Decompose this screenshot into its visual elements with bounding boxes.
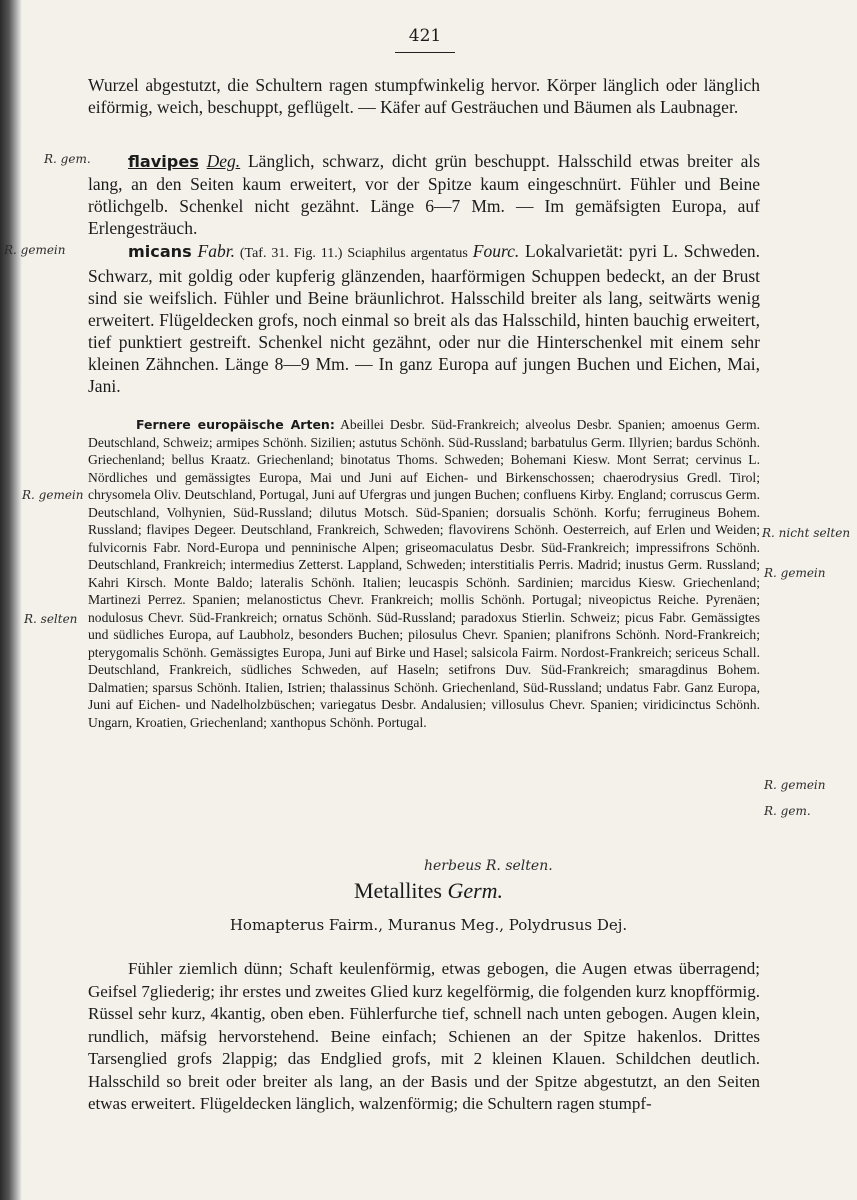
genus-author: Germ. — [447, 878, 504, 903]
species-description: Lokalvarietät: pyri L. Schweden. Schwarz, mit goldig oder kupferig glänzenden, haarförmigen Schuppen bedeckt, an der Brust sind sie weifslich. Fühler und Beine bräunlichrot. Halsschild breiter als lang, seitwärts wenig erweitert. Flügeldecken grofs, noch einmal so breit als das Halsschild, hinten bauchig erweitert, tief punktiert gestreift. Schenkel nicht gezähnt, oder nur die Hinterschenkel mit einem sehr kleinen Zähnchen. Länge 8—9 Mm. — In ganz Europa auf jungen Buchen und Eichen, Mai, Jani. — [88, 241, 761, 396]
genus-synonyms: Homapterus Fairm., Muranus Meg., Polydrusus Dej. — [229, 916, 628, 934]
book-spine-shadow — [0, 0, 22, 1200]
handwritten-note: herbeus R. selten. — [424, 858, 553, 874]
handwritten-note: R. gem. — [44, 152, 91, 166]
page-number-rule — [395, 52, 455, 53]
figure-author: Fourc. — [472, 241, 520, 261]
genus-description-text: Fühler ziemlich dünn; Schaft keulenförmig, etwas gebogen, die Augen etwas überragend; Geifsel 7gliederig; ihr erstes und zweites Glied kurz kegelförmig, die folgenden kurz knopfförmig. Rüssel sehr kurz, 4kantig, oben eben. Fühlerfurche tief, schnell nach unten gebogen. Augen klein, rundlich, mäfsig hervorstehend. Beine einfach; Schienen an der Spitze hakenlos. Drittes Tarsenglied grofs 2lappig; das Endglied grofs, mit 2 kleinen Klauen. Schildchen deutlich. Halsschild so breit oder breiter als lang, an der Basis und der Spitze abgestutzt, an den Seiten etwas erweitert. Flügeldecken länglich, walzenförmig; die Schultern ragen stumpf- — [88, 959, 760, 1113]
handwritten-note: R. gemein — [22, 488, 84, 502]
genus-description — [88, 958, 760, 1116]
page-number: 421 — [408, 26, 442, 46]
species-author: Fabr. — [197, 241, 235, 261]
paragraph-continuation: Wurzel abgestutzt, die Schultern ragen stumpfwinkelig hervor. Körper länglich oder länglich eiförmig, weich, beschuppt, geflügelt. — Käfer auf Gesträuchen und Bäumen als Laubnager. — [88, 75, 760, 117]
section-title — [0, 878, 857, 904]
handwritten-note: R. nicht selten — [762, 526, 851, 540]
species-description: Länglich, schwarz, dicht grün beschuppt. Halsschild etwas breiter als lang, an den Seiten kaum erweitert, vor der Spitze kaum eingeschnürt. Fühler und Beine rötlichgelb. Schenkel nicht gezähnt. Länge 6—7 Mm. — Im gemäfsigten Europa, auf Erlengesträuch. — [88, 151, 761, 238]
species-author: Deg. — [206, 151, 241, 171]
figure-reference: (Taf. 31. Fig. 11.) Sciaphilus argentatus — [234, 246, 473, 261]
further-species-list — [88, 416, 760, 731]
species-flavipes — [88, 150, 760, 239]
species-name: flavipes — [128, 152, 199, 171]
genus-name: Metallites — [353, 878, 442, 903]
species-micans — [88, 240, 760, 397]
handwritten-note: R. gem. — [764, 804, 811, 818]
handwritten-note: R. gemein — [764, 778, 826, 792]
list-text: Abeillei Desbr. Süd-Frankreich; alveolus Desbr. Spanien; amoenus Germ. Deutschland, Schweiz; armipes Schönh. Sizilien; astutus Schönh. Süd-Russland; barbatulus Germ. Illyrien; bardus Schönh. Griechenland; bellus Kraatz. Griechenland; binotatus Thoms. Schweden; Bohemani Kiesw. Mont Serrat; cervinus L. Nördliches und gemässigtes Europa, Mai und Juni auf Eichen- und Birkenschossen; chaerodrysius Gredl. Tirol; chrysomela Oliv. Deutschland, Portugal, Juni auf Ufergras und jungen Buchen; confluens Kirby. England; corruscus Germ. Deutschland, Volhynien, Süd-Russland; dilutus Motsch. Süd-Spanien; dorsualis Schönh. Korfu; ferrugineus Bohem. Russland; flavipes Degeer. Deutschland, Frankreich, Schweden; flavovirens Schönh. Oesterreich, auf Erlen und Weiden; fulvicornis Fabr. Nord-Europa und penninische Alpen; griseomaculatus Desbr. Süd-Frankreich; impressifrons Schönh. Deutschland, Frankreich; intermedius Zetterst. Lappland, Schweden; interstitialis Perris. Madrid; inustus Germ. Russland; Kahri Kirsch. Monte Baldo; lateralis Schönh. Italien; leucaspis Schönh. Sardinien; marcidus Kiesw. Griechenland; Martinezi Perrez. Spanien; melanostictus Chevr. Frankreich; mollis Schönh. Portugal; niveopictus Reiche. Pyrenäen; nodulosus Chevr. Süd-Frankreich; ornatus Schönh. Süd-Russland; paradoxus Stierlin. Schweiz; picus Fabr. Gemässigtes und südliches Europa, auf Laubholz, besonders Buchen; pilosulus Chevr. Spanien; planifrons Schönh. Nord-Frankreich; pterygomalis Schönh. Gemässigtes Europa, Juni auf Birke und Hasel; salsicola Fairm. Nordost-Frankreich; sericeus Schall. Deutschland, Frankreich, südliches Schweden, auf Haseln; setifrons Duv. Süd-Frankreich; smaragdinus Bohem. Dalmatien; sparsus Schönh. Italien, Istrien; thalassinus Schönh. Griechenland, Süd-Russland; undatus Fabr. Ganz Europa, Juni auf Eichen- und Nadelholzbüschen; variegatus Desbr. Andalusien; villosulus Chevr. Spanien; viridicinctus Schönh. Ungarn, Kroatien, Griechenland; xanthopus Schönh. Portugal. — [88, 417, 760, 730]
handwritten-note: R. gemein — [4, 243, 66, 257]
list-heading: Fernere europäische Arten: — [136, 417, 335, 432]
species-name: micans — [128, 242, 192, 261]
handwritten-note: R. selten — [24, 612, 78, 626]
handwritten-note: R. gemein — [764, 566, 826, 580]
